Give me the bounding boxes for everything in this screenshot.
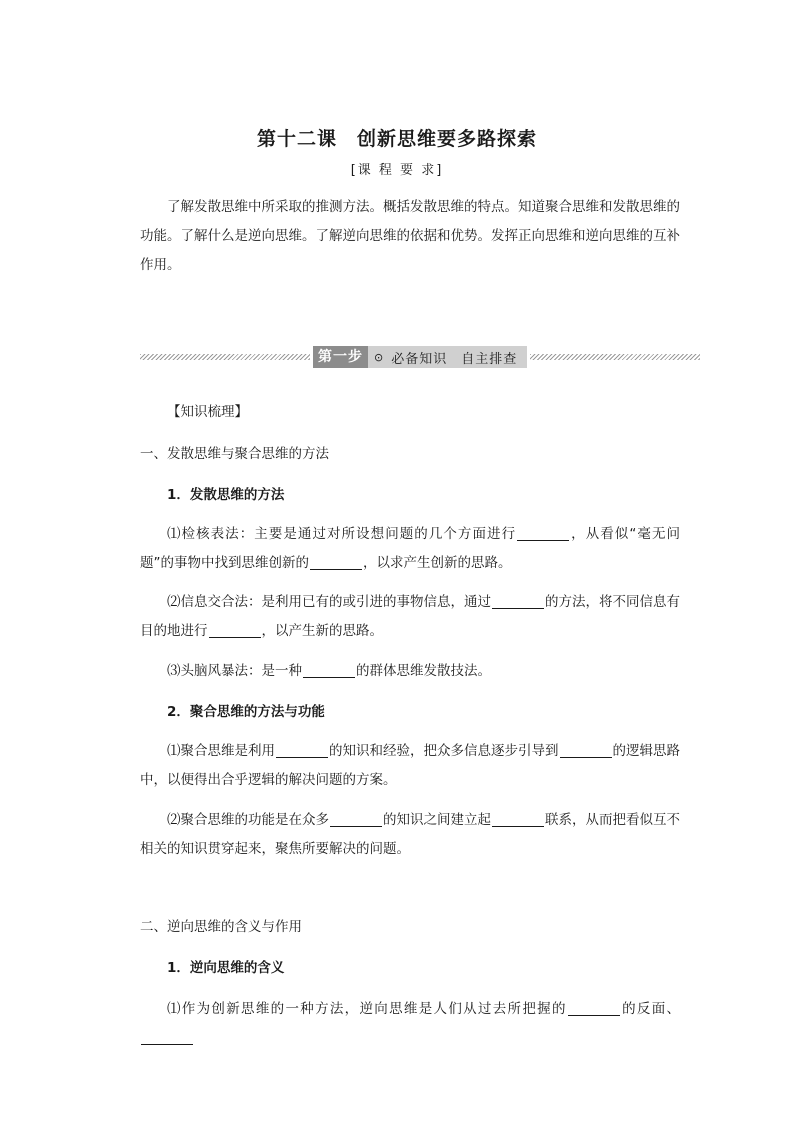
course-requirements-label: [课 程 要 求] <box>350 163 444 178</box>
fill-blank[interactable] <box>310 553 362 570</box>
divider-hatch-right <box>530 354 700 360</box>
step-description: 必备知识 自主排查 <box>391 351 518 367</box>
item-reverse-thinking-meaning: ⑴作为创新思维的一种方法，逆向思维是人们从过去所把握的 的反面、 <box>140 995 680 1053</box>
item-brainstorm-method: ⑶头脑风暴法：是一种 的群体思维发散技法。 <box>167 663 491 679</box>
fill-blank[interactable] <box>492 592 544 609</box>
fill-blank[interactable] <box>560 741 612 758</box>
page-title: 第十二课 创新思维要多路探索 <box>256 128 537 150</box>
item-checklist-method: ⑴检核表法：主要是通过对所设想问题的几个方面进行 ，从看似“毫无问题”的事物中找到思维创新的 ，以求产生创新的思路。 <box>140 526 680 571</box>
fill-blank[interactable] <box>209 621 261 638</box>
divider-hatch-left <box>140 354 310 360</box>
fill-blank[interactable] <box>276 741 328 758</box>
section1-sub1: 1．发散思维的方法 <box>167 487 285 503</box>
fill-blank[interactable] <box>517 524 569 541</box>
section2-sub1: 1．逆向思维的含义 <box>167 960 285 976</box>
section-divider <box>140 346 700 368</box>
bullet-icon: ⊙ <box>374 350 384 364</box>
section1-heading: 一、发散思维与聚合思维的方法 <box>140 446 329 462</box>
step-label: 第一步 <box>313 346 368 368</box>
fill-blank[interactable] <box>492 810 544 827</box>
item-info-crossing-method: ⑵信息交合法：是利用已有的或引进的事物信息，通过 的方法，将不同信息有目的地进行 ，以产生新的思路。 <box>140 594 680 639</box>
knowledge-heading: 【知识梳理】 <box>167 404 248 420</box>
item-convergent-method: ⑴聚合思维是利用 的知识和经验，把众多信息逐步引导到 的逻辑思路中，以便得出合乎逻辑的解决问题的方案。 <box>140 743 680 788</box>
step-badge <box>313 346 527 368</box>
fill-blank[interactable] <box>303 661 355 678</box>
fill-blank[interactable] <box>568 999 620 1016</box>
section2-heading: 二、逆向思维的含义与作用 <box>140 919 302 935</box>
fill-blank[interactable] <box>330 810 382 827</box>
fill-blank[interactable] <box>141 1028 193 1045</box>
item-convergent-function: ⑵聚合思维的功能是在众多 的知识之间建立起 联系，从而把看似互不相关的知识贯穿起来，聚焦所要解决的问题。 <box>140 812 680 857</box>
section1-sub2: 2．聚合思维的方法与功能 <box>167 704 325 720</box>
requirements-paragraph: 了解发散思维中所采取的推测方法。概括发散思维的特点。知道聚合思维和发散思维的功能。了解什么是逆向思维。了解逆向思维的依据和优势。发挥正向思维和逆向思维的互补作用。 <box>140 199 680 273</box>
